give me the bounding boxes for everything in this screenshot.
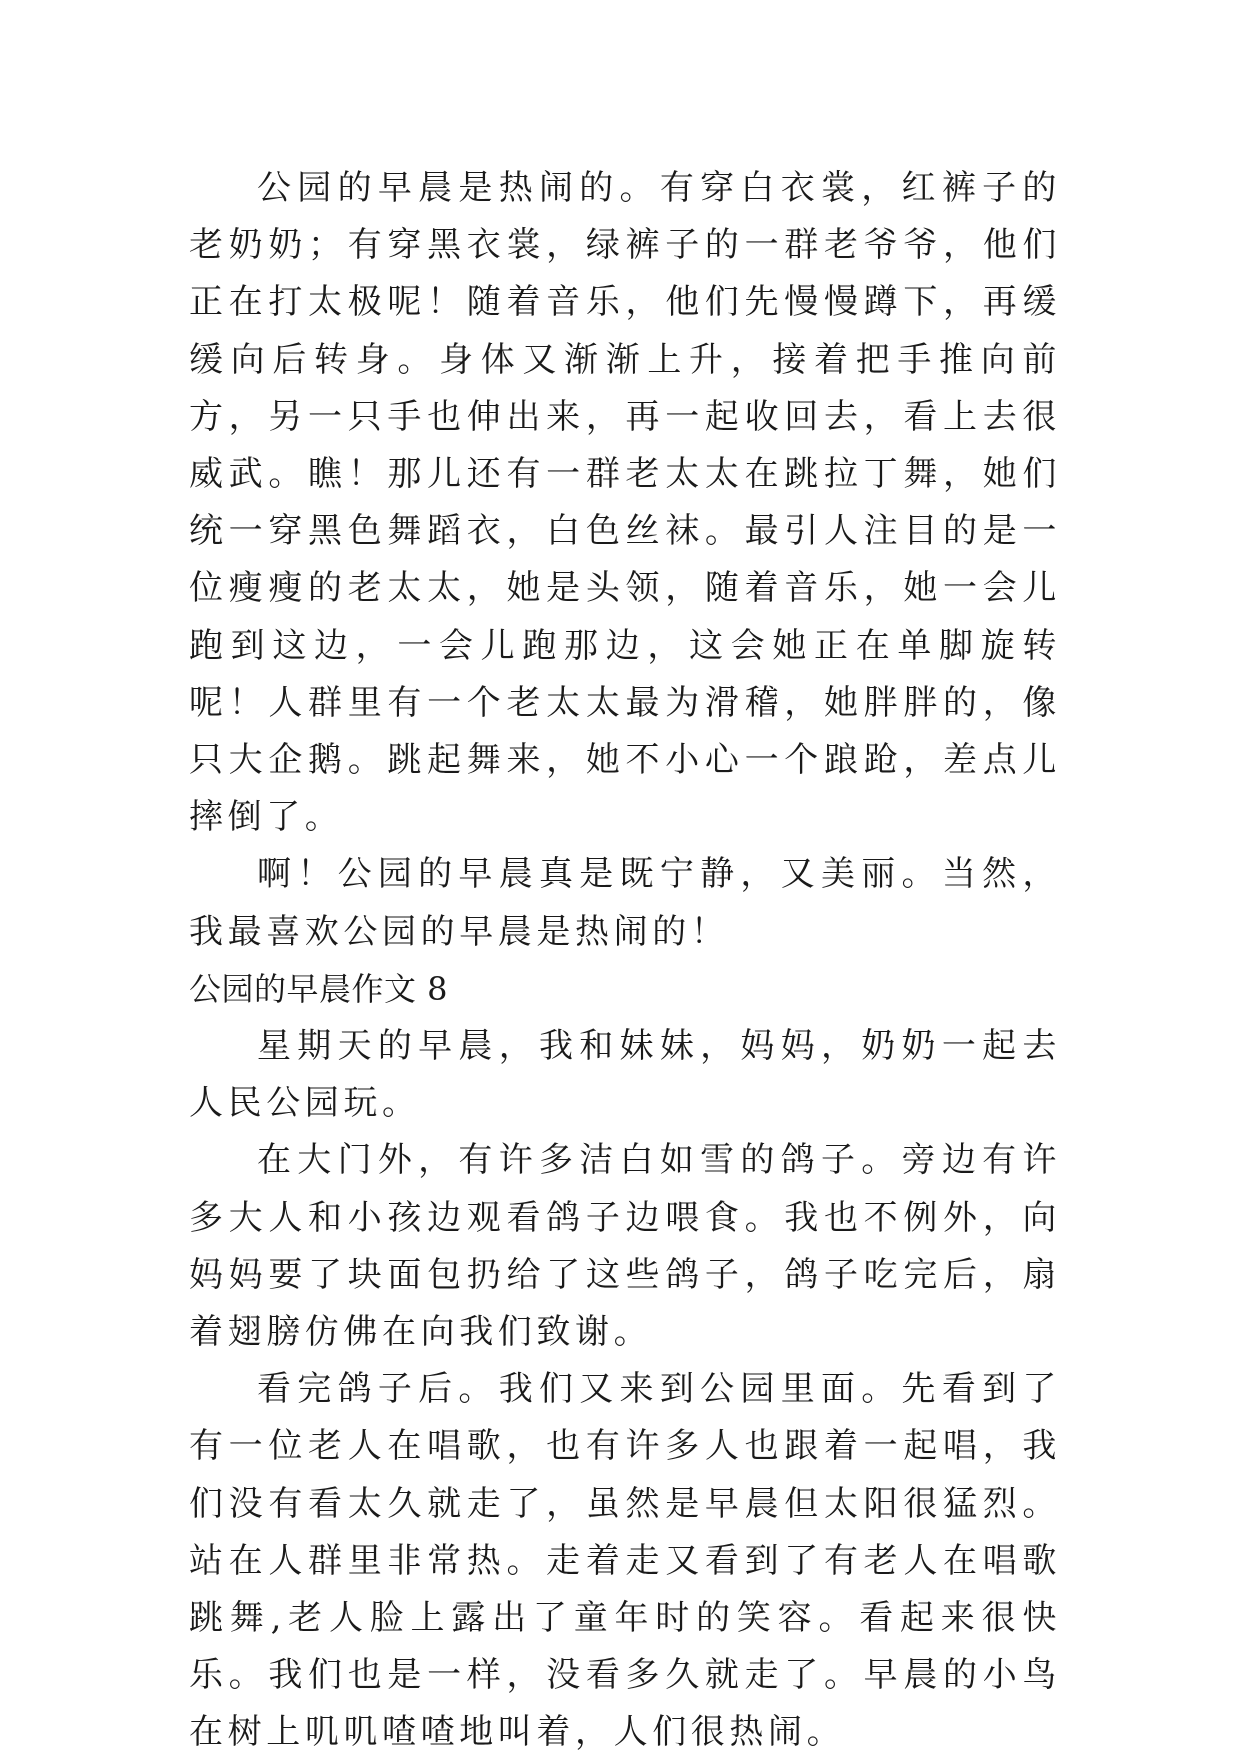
- document-page: [189, 160, 1061, 1762]
- paragraph-pigeons: 在大门外，有许多洁白如雪的鸽子。旁边有许多大人和小孩边观看鸽子边喂食。我也不例外，向妈妈要了块面包扔给了这些鸽子，鸽子吃完后，扇着翅膀仿佛在向我们致谢。: [189, 1140, 1061, 1353]
- paragraph-morning-crowd: 公园的早晨是热闹的。有穿白衣裳，红裤子的老奶奶；有穿黑衣裳，绿裤子的一群老爷爷，他们正在打太极呢！随着音乐，他们先慢慢蹲下，再缓缓向后转身。身体又渐渐上升，接着把手推向前方，另一只手也伸出来，再一起收回去，看上去很威武。瞧！那儿还有一群老太太在跳拉丁舞，她们统一穿黑色舞蹈衣，白色丝袜。最引人注目的是一位瘦瘦的老太太，她是头领，随着音乐，她一会儿跑到这边，一会儿跑那边，这会她正在单脚旋转呢！人群里有一个老太太最为滑稽，她胖胖的，像只大企鹅。跳起舞来，她不小心一个踉跄，差点儿摔倒了。: [189, 168, 1061, 838]
- paragraph-park-inside: 看完鸽子后。我们又来到公园里面。先看到了有一位老人在唱歌，也有许多人也跟着一起唱，我们没有看太久就走了，虽然是早晨但太阳很猛烈。站在人群里非常热。走着走又看到了有老人在唱歌跳舞,老人脸上露出了童年时的笑容。看起来很快乐。我们也是一样，没看多久就走了。早晨的小鸟在树上叽叽喳喳地叫着，人们很热闹。: [189, 1369, 1061, 1753]
- paragraph-sunday-trip: 星期天的早晨，我和妹妹，妈妈，奶奶一起去人民公园玩。: [189, 1026, 1061, 1124]
- section-title: 公园的早晨作文 8: [189, 969, 449, 1008]
- paragraph-conclusion: 啊！公园的早晨真是既宁静，又美丽。当然，我最喜欢公园的早晨是热闹的！: [189, 854, 1061, 952]
